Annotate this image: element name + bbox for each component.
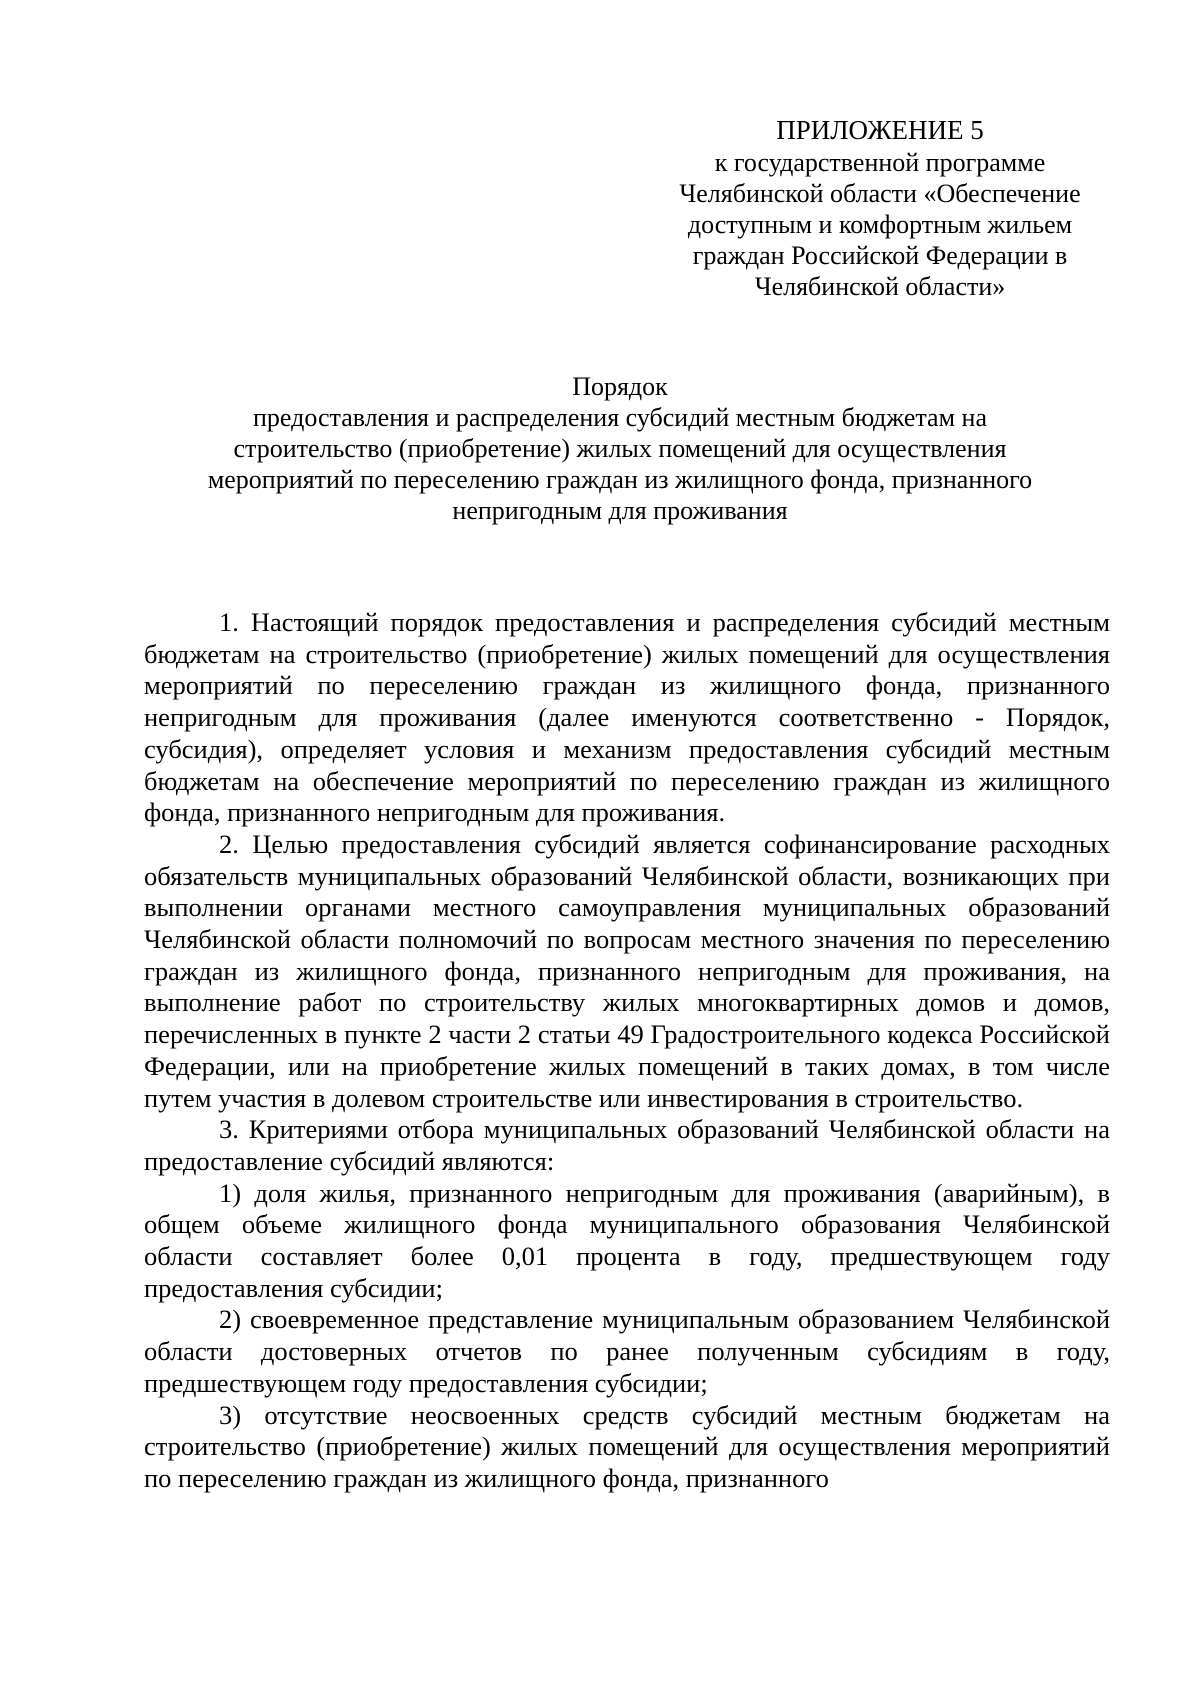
criterion-2: 2) своевременное представление муниципальным образованием Челябинской области достоверных отчетов по ранее полученным субсидиям в году, предшествующем году предоставления субсидии; — [144, 1304, 1110, 1398]
appendix-line: Челябинской области «Обеспечение — [679, 179, 1081, 208]
paragraph-2: 2. Целью предоставления субсидий является софинансирование расходных обязательств муниципальных образований Челябинской области, возникающих при выполнении органами местного самоуправления муниципальных образований Челябинской области полномочий по вопросам местного значения по переселению граждан из жилищного фонда, признанного непригодным для проживания, на выполнение работ по строительству жилых многоквартирных домов и домов, перечисленных в пункте 2 части 2 статьи 49 Градостроительного кодекса Российской Федерации, или на приобретение жилых помещений в таких домах, в том числе путем участия в долевом строительстве или инвестирования в строительство. — [144, 828, 1110, 1113]
criterion-1: 1) доля жилья, признанного непригодным для проживания (аварийным), в общем объеме жилищного фонда муниципального образования Челябинской области составляет более 0,01 процента в году, предшествующем году предоставления субсидии; — [144, 1177, 1110, 1303]
appendix-line: к государственной программе — [714, 148, 1046, 177]
appendix-header — [640, 115, 1120, 302]
document-body — [144, 607, 1110, 1495]
title-main: Порядок — [572, 372, 668, 401]
title-line: строительство (приобретение) жилых помещений для осуществления — [233, 434, 1007, 463]
criterion-3: 3) отсутствие неосвоенных средств субсидий местным бюджетам на строительство (приобретение) жилых помещений для осуществления мероприятий по переселению граждан из жилищного фонда, признанного — [144, 1399, 1110, 1493]
appendix-line: Челябинской области» — [754, 272, 1006, 301]
title-line: непригодным для проживания — [452, 496, 788, 525]
paragraph-1: 1. Настоящий порядок предоставления и распределения субсидий местным бюджетам на строительство (приобретение) жилых помещений для осуществления мероприятий по переселению граждан из жилищного фонда, признанного непригодным для проживания (далее именуются соответственно - Порядок, субсидия), определяет условия и механизм предоставления субсидий местным бюджетам на обеспечение мероприятий по переселению граждан из жилищного фонда, признанного непригодным для проживания. — [144, 607, 1110, 828]
title-line: мероприятий по переселению граждан из жилищного фонда, признанного — [207, 465, 1033, 494]
appendix-heading: ПРИЛОЖЕНИЕ 5 — [776, 115, 984, 145]
appendix-line: доступным и комфортным жильем — [687, 210, 1073, 239]
document-title — [140, 371, 1100, 526]
paragraph-3: 3. Критериями отбора муниципальных образований Челябинской области на предоставление субсидий являются: — [144, 1114, 1110, 1176]
title-line: предоставления и распределения субсидий местным бюджетам на — [253, 403, 987, 432]
appendix-line: граждан Российской Федерации в — [692, 241, 1068, 270]
